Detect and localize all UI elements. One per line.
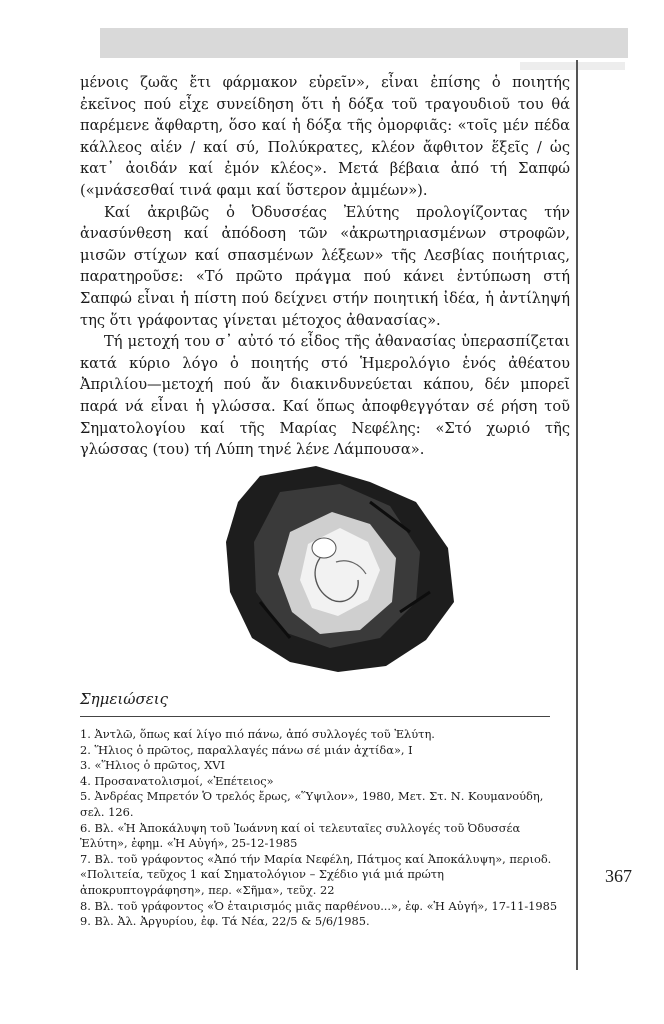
figure-head	[312, 538, 336, 558]
paragraph-3: Τή μετοχή του σ᾽ αὐτό τό εἶδος τῆς ἀθανασίας ὑπερασπίζεται κατά κύριο λόγο ὁ ποιητής στό Ἡμερολόγιο ἑνός ἀθέατου Ἀπριλίου—μετοχή πού ἄν διακινδυνεύεται κάπου, δέν μπορεῖ παρά νά εἶναι ἡ γλώσσα. Καί ὅπως ἀποφθεγγόταν σέ ρήση τοῦ Σηματολογίου καί τῆς Μαρίας Νεφέλης: «Στό χωριό τῆς γλώσσας (του) τή Λύπη τηνέ λένε Λάμπουσα».	[80, 333, 570, 459]
footnote: 3. «Ἥλιος ὁ πρῶτος, XVI	[80, 758, 226, 773]
ink-drawing-illustration	[220, 462, 460, 674]
footnote: 8. Βλ. τοῦ γράφοντος «Ὁ ἑταιρισμός μιᾶς παρθένου...», ἐφ. «Ἡ Αὐγή», 17-11-1985	[80, 898, 558, 913]
footnote: 2. Ἥλιος ὁ πρῶτος, παραλλαγές πάνω σέ μιάν ἀχτίδα», Ι	[80, 742, 413, 757]
paragraph-2: Καί ἀκριβῶς ὁ Ὀδυσσέας Ἐλύτης προλογίζοντας τήν ἀνασύνθεση καί ἀπόδοση τῶν «ἀκρωτηριασμένων στροφῶν, μισῶν στίχων καί σπασμένων λέξεων» τῆς Λεσβίας ποιήτριας, παρατηροῦσε: «Τό πρῶτο πράγμα πού κάνει ἐντύπωση στή Σαπφώ εἶναι ἡ πίστη πού δείχνει στήν ποιητική ἰδέα, ἡ ἀντίληψή της ὅτι γράφοντας γίνεται μέτοχος ἀθανασίας».	[80, 203, 570, 329]
footnotes-list	[80, 727, 560, 930]
main-text	[80, 72, 570, 461]
footnote: 9. Βλ. Ἀλ. Ἀργυρίου, ἐφ. Τά Νέα, 22/5 & 5/6/1985.	[80, 914, 370, 929]
page-number: 367	[605, 866, 632, 886]
footnote: 4. Προσανατολισμοί, «Ἐπέτειος»	[80, 773, 274, 788]
footnote: 5. Ἀνδρέας Μπρετόν Ὁ τρελός ἔρως, «Ὕψιλον», 1980, Μετ. Στ. Ν. Κουμανούδη, σελ. 126.	[80, 789, 544, 819]
scan-shadow-top	[100, 28, 628, 58]
notes-divider	[80, 716, 550, 717]
footnote: 7. Βλ. τοῦ γράφοντος «Ἀπό τήν Μαρία Νεφέλη, Πάτμος καί Ἀποκάλυψη», περιοδ. «Πολιτεία, τεῦχος 1 καί Σηματολόγιον – Σχέδιο γιά μιά πρώτη ἀποκρυπτογράφηση», περ. «Σῆμα», τεῦχ. 22	[80, 851, 552, 897]
footnote: 6. Βλ. «Ἡ Ἀποκάλυψη τοῦ Ἰωάννη καί οἱ τελευταῖες συλλογές τοῦ Ὀδυσσέα Ἐλύτη», ἐφημ. «Ἡ Αὐγή», 25-12-1985	[80, 820, 521, 851]
page-edge-rule	[576, 60, 578, 970]
scan-shadow-edge	[520, 62, 625, 70]
paragraph-1: μένοις ζωᾶς ἔτι φάρμακον εὑρεῖν», εἶναι ἐπίσης ὁ ποιητής ἐκεῖνος πού εἶχε συνείδηση ὅτι ἡ δόξα τοῦ τραγουδιοῦ του θά παρέμενε ἄφθαρτη, ὅσο καί ἡ δόξα τῆς ὀμορφιᾶς: «τοῖς μέν πέδα κάλλεος αἰέν / καί σύ, Πολύκρατες, κλέον ἄφθιτον ἕξεῖς / ὡς κατ᾽ ἀοιδάν καί ἐμόν κλέος». Μετά βέβαια ἀπό τή Σαπφώ («μνάσεσθαί τινά φαμι καί ὕστερον ἀμμέων»).	[80, 74, 570, 199]
notes-heading: Σημειώσεις	[80, 690, 169, 708]
footnote: 1. Ἀντλῶ, ὅπως καί λίγο πιό πάνω, ἀπό συλλογές τοῦ Ἐλύτη.	[80, 727, 435, 741]
